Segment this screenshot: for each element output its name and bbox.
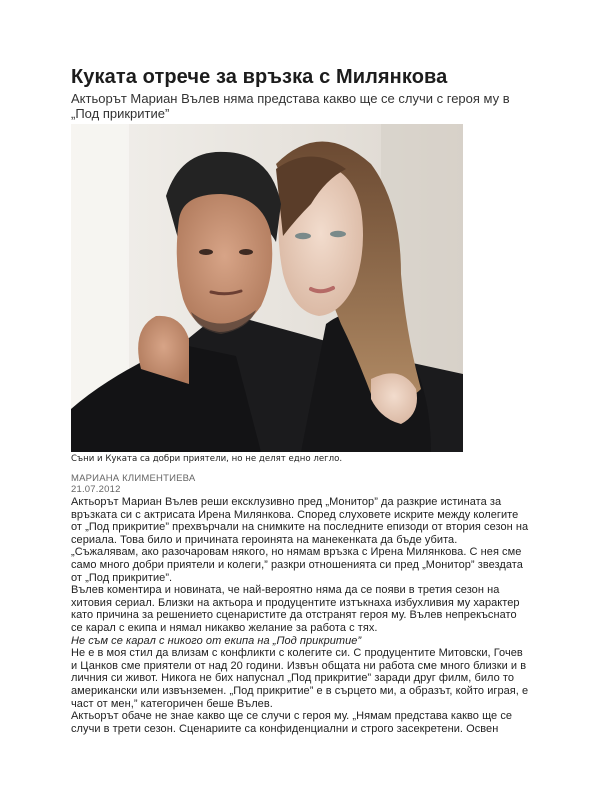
paragraph: Актьорът Мариан Вълев реши ексклузивно пред „Монитор” да разкрие истината за връзката си с актрисата Ирена Милянкова. Според слуховете искрите между колегите от „Под прикритие” прехвърчали на снимките на последните епизоди от втория сезон на сериала. Това било и причината героинята на манекенката да бъде убита. <box>71 496 529 546</box>
paragraph: Не е в моя стил да влизам с конфликти с колегите си. С продуцентите Митовски, Гочев и Цанков сме приятели от над 20 години. Извън общата ни работа сме много близки и в личния си живот. Никога не бих напуснал „Под прикритие” заради друг филм, било то американски или извънземен. „Под прикритие” е в сърцето ми, а образът, който играя, е част от мен,” категоричен беше Вълев. <box>71 647 529 710</box>
article-title: Куката отрече за връзка с Милянкова <box>71 66 448 88</box>
article-author: МАРИАНА КЛИМЕНТИЕВА <box>71 473 196 484</box>
article-body <box>71 496 531 735</box>
paragraph: Вълев коментира и новината, че най-вероятно няма да се появи в третия сезон на хитовия сериал. Близки на актьора и продуцентите изтъкнаха избухливия му характер като причина за решението сценаристите да отстранят героя му. Вълев непрекъснато се карал с екипа и нямал никакво желание за работа с тях. <box>71 584 520 634</box>
article-photo <box>71 124 463 452</box>
article-page <box>71 66 531 735</box>
article-subtitle: Актьорът Мариан Вълев няма представа какво ще се случи с героя му в „Под прикритие” <box>71 91 510 121</box>
article-date: 21.07.2012 <box>71 484 121 495</box>
photo-caption: Съни и Куката са добри приятели, но не делят едно легло. <box>71 454 343 464</box>
paragraph: „Съжалявам, ако разочаровам някого, но нямам връзка с Ирена Милянкова. С нея сме само много добри приятели и колеги,” разкри отношенията си пред „Монитор” звездата от „Под прикритие”. <box>71 546 523 584</box>
article-subhead: Не съм се карал с никого от екипа на „Под прикритие” <box>71 634 362 647</box>
article-meta <box>71 473 531 495</box>
couple-photo-illustration <box>71 124 463 452</box>
paragraph: Актьорът обаче не знае какво ще се случи с героя му. „Нямам представа какво ще се случи в трети сезон. Сценариите са конфиденциални и строго засекретени. Освен <box>71 710 513 735</box>
